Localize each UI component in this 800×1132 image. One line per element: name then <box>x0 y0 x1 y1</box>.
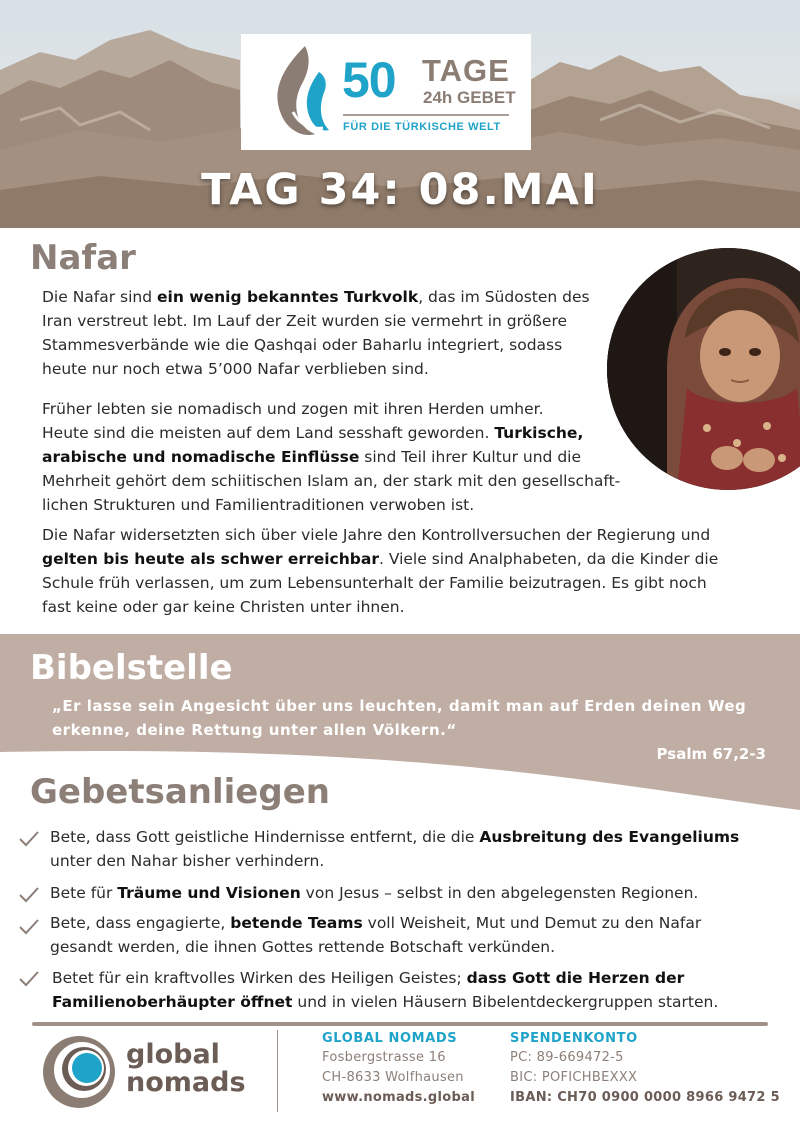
check-icon <box>18 918 40 936</box>
bible-reference: Psalm 67,2-3 <box>656 745 766 763</box>
emphasis-text: gelten bis heute als schwer erreichbar <box>42 550 379 568</box>
logo-divider <box>343 114 509 116</box>
body-text: Bete, dass engagierte, <box>50 914 231 932</box>
body-text: Iran verstreut lebt. Im Lauf der Zeit wurden sie vermehrt in größere <box>42 312 568 330</box>
swirl-logo-icon <box>40 1033 118 1111</box>
website-link[interactable]: www.nomads.global <box>322 1090 475 1105</box>
body-text: sind Teil ihrer Kultur und die <box>359 448 581 466</box>
logo-number: 50 <box>342 52 396 108</box>
check-icon <box>18 830 40 848</box>
check-icon <box>18 970 40 988</box>
nafar-paragraph-1 <box>42 285 612 381</box>
emphasis-text: Familienoberhäupter öffnet <box>52 993 293 1011</box>
body-text: Stammesverbände wie die Qashqai oder Baharlu integriert, sodass <box>42 336 563 354</box>
prayer-item-2 <box>50 881 790 905</box>
emphasis-text: Turkische, <box>494 424 584 442</box>
logo-tagline: FÜR DIE TÜRKISCHE WELT <box>343 121 501 133</box>
account-pc: PC: 89-669472-5 <box>510 1050 624 1065</box>
section-title-bible: Bibelstelle <box>30 648 233 688</box>
body-text: Früher lebten sie nomadisch und zogen mit ihren Herden umher. <box>42 400 544 418</box>
emphasis-text: betende Teams <box>230 914 363 932</box>
account-heading: SPENDENKONTO <box>510 1031 638 1046</box>
body-text: lichen Strukturen und Familientraditionen verwoben ist. <box>42 496 475 514</box>
flame-logo-icon <box>263 42 335 142</box>
bible-quote-line-1: „Er lasse sein Angesicht über uns leuchten, damit man auf Erden deinen Weg <box>52 697 747 715</box>
body-text: von Jesus – selbst in den abgelegensten Regionen. <box>300 884 699 902</box>
emphasis-text: dass Gott die Herzen der <box>466 969 685 987</box>
prayer-item-1 <box>50 825 790 873</box>
body-text: , das im Südosten des <box>418 288 590 306</box>
body-text: . Viele sind Analphabeten, da die Kinder die <box>378 550 719 568</box>
body-text: Bete, dass Gott geistliche Hindernisse entfernt, die die <box>50 828 480 846</box>
bible-quote <box>52 694 772 742</box>
body-text: Schule früh verlassen, um zum Lebensunterhalt der Familie beizutragen. Es gibt noch <box>42 574 707 592</box>
body-text: Bete für <box>50 884 118 902</box>
prayer-item-3 <box>50 911 790 959</box>
emphasis-text: arabische und nomadische Einflüsse <box>42 448 360 466</box>
org-heading: GLOBAL NOMADS <box>322 1031 458 1046</box>
address-line-2: CH-8633 Wolfhausen <box>322 1070 464 1085</box>
body-text: Mehrheit gehört dem schiitischen Islam an, der stark mit den gesellschaft- <box>42 472 621 490</box>
logo-subtitle: 24h GEBET <box>423 88 516 107</box>
body-text: Heute sind die meisten auf dem Land sesshaft geworden. <box>42 424 495 442</box>
body-text: fast keine oder gar keine Christen unter ihnen. <box>42 598 405 616</box>
body-text: gesandt werden, die ihnen Gottes rettende Botschaft verkünden. <box>50 938 556 956</box>
body-text: Die Nafar widersetzten sich über viele Jahre den Kontrollversuchen der Regierung und <box>42 526 711 544</box>
event-logo <box>241 34 531 150</box>
body-text: Betet für ein kraftvolles Wirken des Heiligen Geistes; <box>52 969 467 987</box>
footer-vertical-divider <box>277 1030 278 1112</box>
body-text: und in vielen Häusern Bibelentdeckergruppen starten. <box>292 993 719 1011</box>
header-banner <box>0 0 800 228</box>
nafar-paragraph-3 <box>42 523 792 619</box>
section-title-nafar: Nafar <box>30 238 136 278</box>
nafar-paragraph-2 <box>42 397 682 517</box>
emphasis-text: ein wenig bekanntes Turkvolk <box>157 288 419 306</box>
body-text: heute nur noch etwa 5’000 Nafar verblieben sind. <box>42 360 429 378</box>
body-text: Die Nafar sind <box>42 288 158 306</box>
account-bic: BIC: POFICHBEXXX <box>510 1070 638 1085</box>
check-icon <box>18 886 40 904</box>
address-line-1: Fosbergstrasse 16 <box>322 1050 446 1065</box>
account-iban: IBAN: CH70 0900 0000 8966 9472 5 <box>510 1090 780 1105</box>
brand-word-nomads: nomads <box>126 1067 246 1098</box>
body-text: unter den Nahar bisher verhindern. <box>50 852 325 870</box>
section-title-prayer: Gebetsanliegen <box>30 772 330 812</box>
prayer-item-4 <box>52 966 792 1014</box>
logo-word: TAGE <box>422 53 510 88</box>
day-title: TAG 34: 08.MAI <box>201 165 599 215</box>
emphasis-text: Ausbreitung des Evangeliums <box>479 828 740 846</box>
body-text: voll Weisheit, Mut und Demut zu den Nafar <box>362 914 702 932</box>
brand-word-global: global <box>126 1039 220 1070</box>
emphasis-text: Träume und Visionen <box>117 884 301 902</box>
bible-quote-line-2: erkenne, deine Rettung unter allen Völkern.“ <box>52 721 457 739</box>
footer-divider-line <box>32 1022 768 1026</box>
